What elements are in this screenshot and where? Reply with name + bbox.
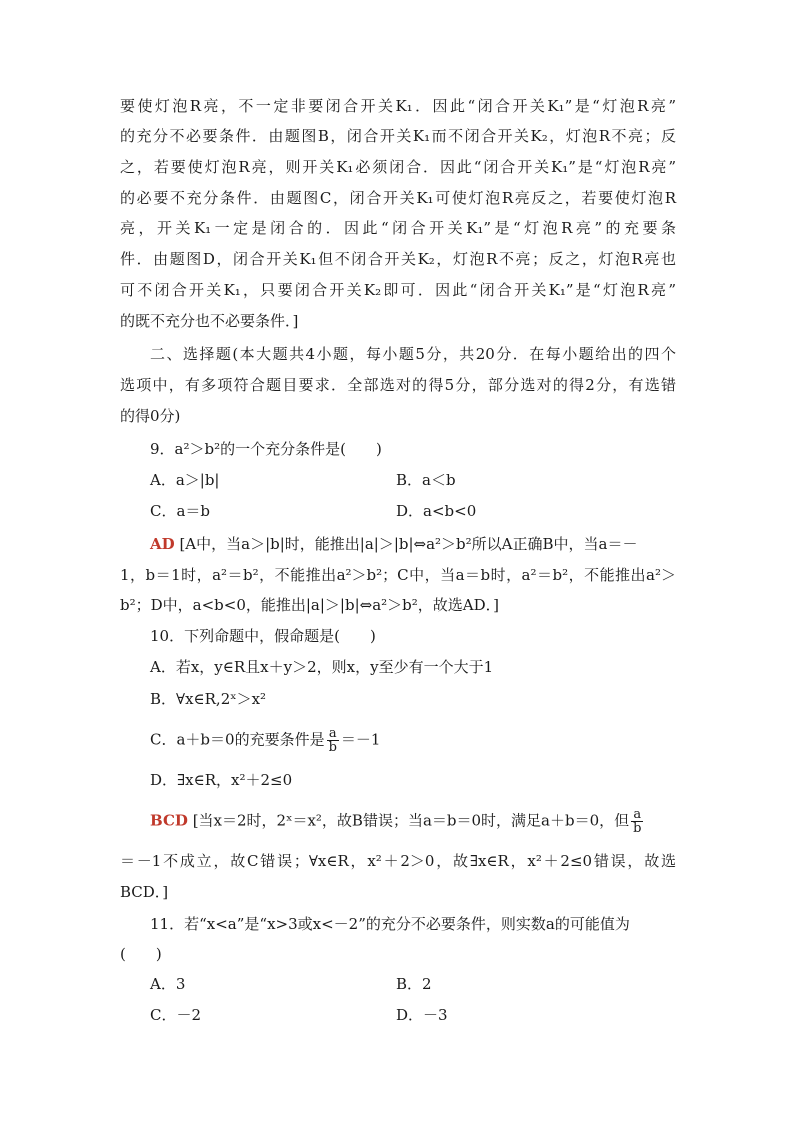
q10-explain-line-2: ＝－1不成立，故C错误；∀x∈R，x²＋2＞0，故∃x∈R，x²＋2≤0错误，故选 <box>120 852 676 870</box>
q9-option-d: D．a<b<0 <box>396 502 477 520</box>
q10-option-a: A．若x，y∈R且x＋y＞2，则x，y至少有一个大于1 <box>150 658 494 676</box>
q11-stem: 11．若“x<a”是“x>3或x<－2”的充分不必要条件，则实数a的可能值为 <box>150 915 630 933</box>
q9-answer: AD <box>150 535 175 553</box>
prev-explain-line-8: 的既不充分也不必要条件．] <box>120 312 299 330</box>
prev-explain-line-5: 亮，开关K₁一定是闭合的．因此“闭合开关K₁”是“灯泡R亮”的充要条 <box>120 219 676 237</box>
q10-answer: BCD <box>150 811 188 830</box>
q9-stem: 9．a²＞b²的一个充分条件是( ) <box>150 440 382 458</box>
q10-explain-text-1: [当x＝2时，2ˣ＝x²，故B错误；当a＝b＝0时，满足a＋b＝0，但 <box>192 811 630 830</box>
q9-explain-line-1 <box>150 533 676 555</box>
q11-option-a: A．3 <box>150 975 186 993</box>
prev-explain-line-1: 要使灯泡R亮，不一定非要闭合开关K₁．因此“闭合开关K₁”是“灯泡R亮” <box>120 97 676 115</box>
q9-option-b: B．a＜b <box>396 471 456 489</box>
q10-explain-fraction <box>631 808 643 835</box>
q11-option-b: B．2 <box>396 975 432 993</box>
q10-option-c-frac-den: b <box>328 740 337 755</box>
q10-option-b: B．∀x∈R,2ˣ＞x² <box>150 690 267 708</box>
q9-explain-text-1: [A中，当a＞|b|时，能推出|a|＞|b|⇔a²＞b²所以A正确B中，当a＝－ <box>179 535 638 553</box>
section2-heading-line-2: 选项中，有多项符合题目要求．全部选对的得5分，部分选对的得2分，有选错 <box>120 376 676 394</box>
q9-explain-line-3: b²；D中，a<b<0，能推出|a|＞|b|⇔a²＞b²，故选AD．] <box>120 596 499 614</box>
q11-option-c: C．－2 <box>150 1006 202 1024</box>
q10-option-c <box>150 727 380 754</box>
q9-explain-line-2: 1，b＝1时，a²＝b²，不能推出a²＞b²；C中，当a＝b时，a²＝b²，不能推出a²＞ <box>120 566 676 584</box>
q10-option-c-text: C．a＋b＝0的充要条件是 <box>150 730 325 749</box>
q10-option-d: D．∃x∈R，x²＋2≤0 <box>150 771 293 789</box>
q11-stem-paren: ( ) <box>120 945 162 963</box>
prev-explain-line-6: 件．由题图D，闭合开关K₁但不闭合开关K₂，灯泡R不亮；反之，灯泡R亮也 <box>120 250 676 268</box>
q10-explain-frac-den: b <box>633 821 642 836</box>
prev-explain-line-2: 的充分不必要条件．由题图B，闭合开关K₁而不闭合开关K₂，灯泡R不亮；反 <box>120 127 676 145</box>
q10-stem: 10．下列命题中，假命题是( ) <box>150 627 376 645</box>
q11-option-d: D．－3 <box>396 1006 448 1024</box>
q10-explain-line-1 <box>150 808 676 835</box>
prev-explain-line-4: 的必要不充分条件．由题图C，闭合开关K₁可使灯泡R亮反之，若要使灯泡R <box>120 189 676 207</box>
section2-heading-line-3: 的得0分) <box>120 407 181 425</box>
q9-option-a: A．a＞|b| <box>150 471 220 489</box>
q9-option-c: C．a＝b <box>150 502 211 520</box>
section2-heading-line-1: 二、选择题(本大题共4小题，每小题5分，共20分．在每小题给出的四个 <box>150 345 676 363</box>
q10-explain-line-3: BCD．] <box>120 883 169 901</box>
q10-option-c-tail: ＝－1 <box>340 730 381 749</box>
q10-option-c-fraction <box>327 727 339 754</box>
prev-explain-line-7: 可不闭合开关K₁，只要闭合开关K₂即可．因此“闭合开关K₁”是“灯泡R亮” <box>120 281 676 299</box>
q10-option-c-frac-num: a <box>327 727 339 741</box>
q10-explain-frac-num: a <box>631 808 643 822</box>
prev-explain-line-3: 之，若要使灯泡R亮，则开关K₁必须闭合．因此“闭合开关K₁”是“灯泡R亮” <box>120 158 676 176</box>
